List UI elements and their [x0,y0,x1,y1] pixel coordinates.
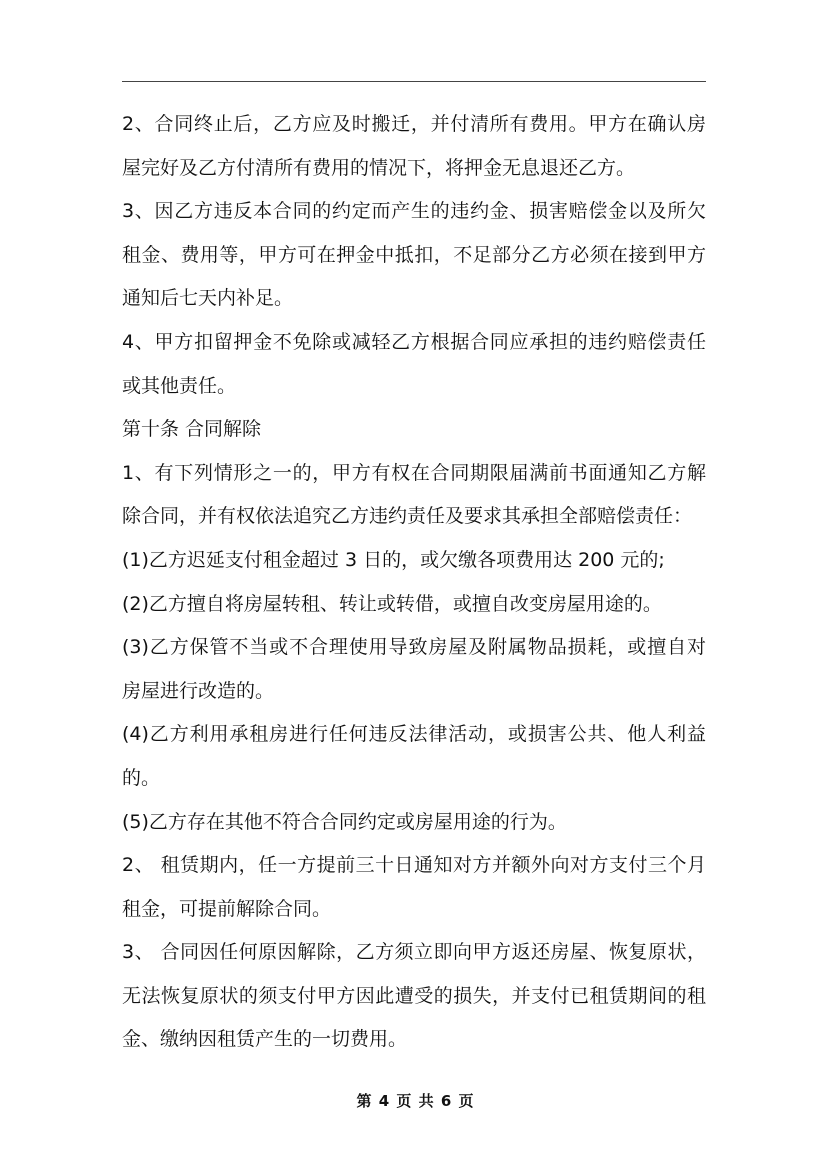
text-line: 无法恢复原状的须支付甲方因此遭受的损失，并支付已租赁期间的租 [122,984,706,1007]
text-line: 2、 租赁期内，任一方提前三十日通知对方并额外向对方支付三个月 [122,854,706,877]
page-number: 第 4 页 共 6 页 [356,1092,474,1110]
header-rule [122,81,706,82]
paragraph [122,452,706,539]
text-line: (5)乙方存在其他不符合合同约定或房屋用途的行为。 [122,810,567,833]
text-line: 4、甲方扣留押金不免除或减轻乙方根据合同应承担的违约赔偿责任 [122,330,706,353]
text-line: 3、 合同因任何原因解除，乙方须立即向甲方返还房屋、恢复原状， [122,941,706,964]
text-line: (1)乙方迟延支付租金超过 3 日的，或欠缴各项费用达 200 元的; [122,548,665,571]
text-line: 房屋进行改造的。 [122,679,275,702]
paragraph [122,190,706,321]
paragraph [122,844,706,931]
text-line: 租金、费用等，甲方可在押金中抵扣，不足部分乙方必须在接到甲方 [122,243,706,266]
text-line: 通知后七天内补足。 [122,287,294,310]
paragraph [122,626,706,713]
text-line: 金、缴纳因租赁产生的一切费用。 [122,1028,408,1051]
text-line: 租金，可提前解除合同。 [122,897,332,920]
text-line: (2)乙方擅自将房屋转租、转让或转借，或擅自改变房屋用途的。 [122,592,662,615]
paragraph [122,408,706,452]
text-line: 第十条 合同解除 [122,418,262,441]
paragraph [122,539,706,583]
text-line: (4)乙方利用承租房进行任何违反法律活动，或损害公共、他人利益 [122,723,706,746]
paragraph [122,931,706,1062]
paragraph [122,321,706,408]
text-line: 或其他责任。 [122,374,237,397]
paragraph [122,713,706,800]
paragraph [122,583,706,627]
text-line: 2、合同终止后，乙方应及时搬迁，并付清所有费用。甲方在确认房 [122,113,706,135]
text-line: (3)乙方保管不当或不合理使用导致房屋及附属物品损耗，或擅自对 [122,636,706,659]
paragraph [122,801,706,845]
text-line: 1、有下列情形之一的，甲方有权在合同期限届满前书面通知乙方解 [122,461,706,484]
document-body [122,103,706,1062]
text-line: 的。 [122,766,161,789]
paragraph [122,103,706,190]
text-line: 屋完好及乙方付清所有费用的情况下，将押金无息退还乙方。 [122,156,636,179]
text-line: 3、因乙方违反本合同的约定而产生的违约金、损害赔偿金以及所欠 [122,200,706,223]
text-line: 除合同，并有权依法追究乙方违约责任及要求其承担全部赔偿责任： [122,505,693,528]
